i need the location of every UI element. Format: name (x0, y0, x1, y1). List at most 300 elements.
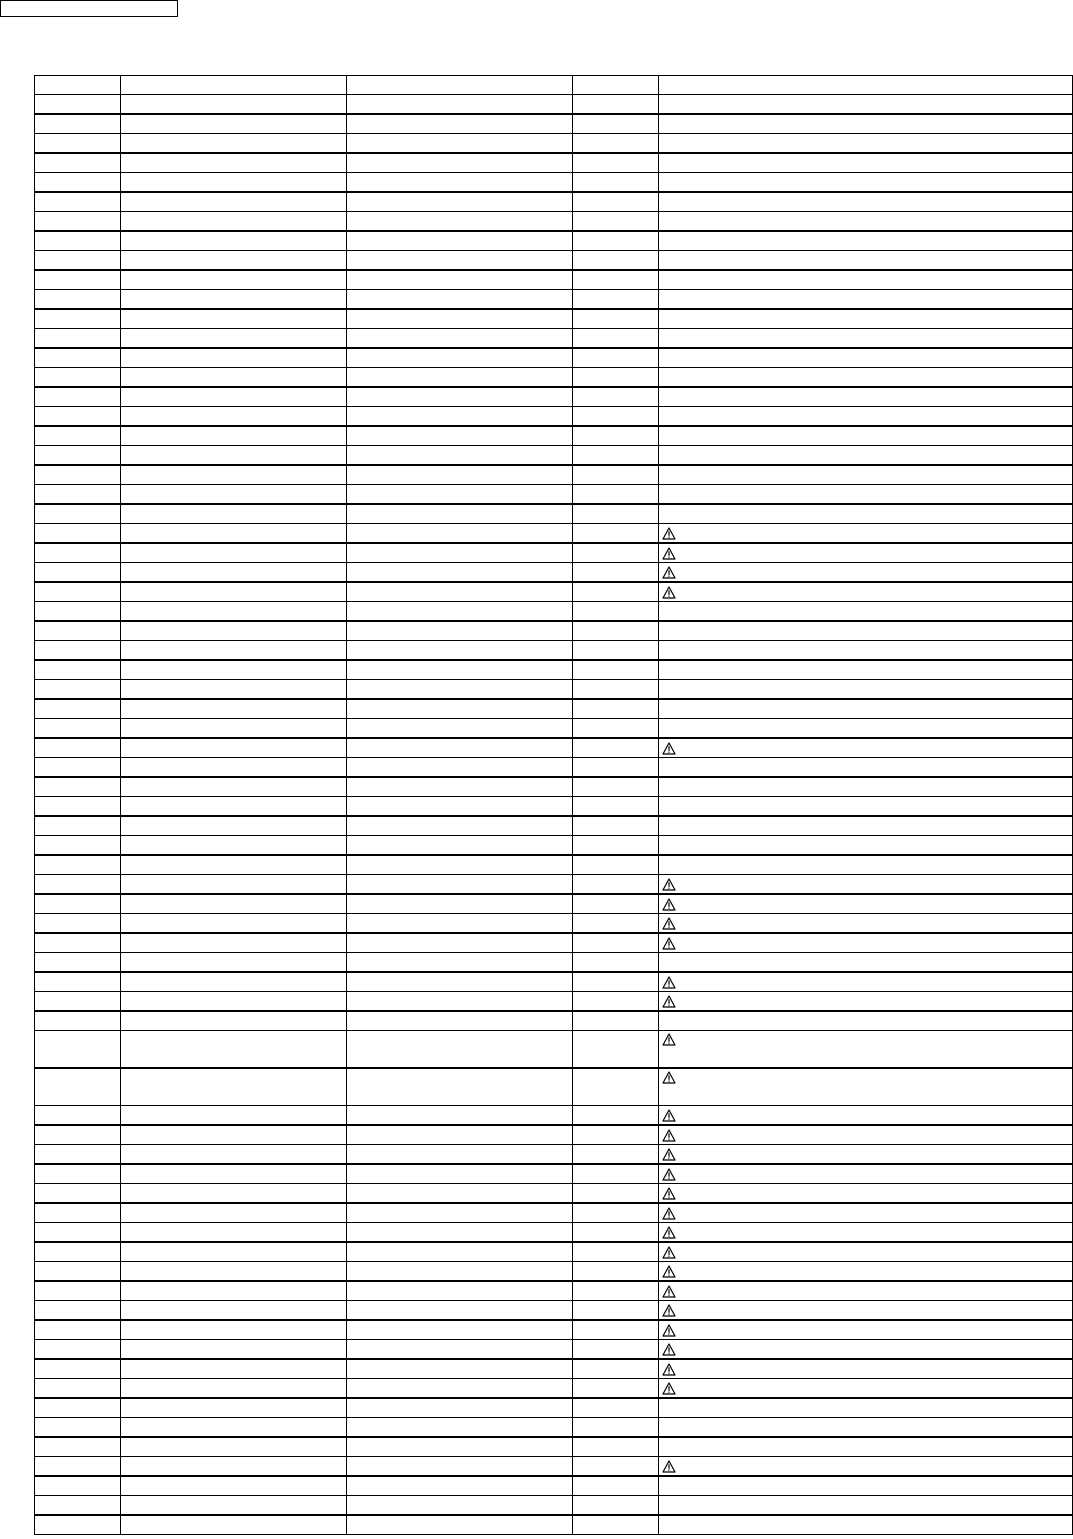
table-cell (347, 1262, 573, 1282)
table-cell (35, 1223, 121, 1243)
table-cell (121, 875, 347, 895)
table-cell (121, 621, 347, 641)
table-cell (35, 641, 121, 661)
table-cell (121, 1457, 347, 1477)
table-cell (121, 582, 347, 602)
table-cell (573, 114, 659, 134)
table-cell (347, 485, 573, 505)
table-cell (659, 992, 1073, 1012)
table-row (35, 368, 1073, 388)
table-cell (347, 387, 573, 407)
table-cell (347, 1068, 573, 1106)
table-cell (659, 1457, 1073, 1477)
table-cell (573, 972, 659, 992)
table-cell (35, 1011, 121, 1031)
table-cell (35, 173, 121, 193)
warning-triangle-icon (662, 566, 676, 579)
table-cell (659, 387, 1073, 407)
table-row (35, 76, 1073, 95)
table-cell (347, 329, 573, 349)
table-cell (659, 426, 1073, 446)
table-cell (121, 1418, 347, 1438)
table-cell (659, 290, 1073, 310)
table-cell (659, 875, 1073, 895)
table-cell (573, 1011, 659, 1031)
table-cell (121, 563, 347, 583)
warning-triangle-icon (662, 1363, 676, 1376)
table-row (35, 1184, 1073, 1204)
warning-triangle-icon (662, 1343, 676, 1356)
table-cell (573, 426, 659, 446)
table-cell (347, 1184, 573, 1204)
table-cell (347, 524, 573, 544)
table-cell (659, 407, 1073, 427)
table-row (35, 680, 1073, 700)
table-cell (347, 1359, 573, 1379)
table-cell (121, 1379, 347, 1399)
warning-triangle-icon (662, 1207, 676, 1220)
warning-triangle-icon (662, 1460, 676, 1473)
table-cell (573, 231, 659, 251)
table-row (35, 641, 1073, 661)
table-cell (35, 485, 121, 505)
table-cell (659, 582, 1073, 602)
table-cell (35, 836, 121, 856)
table-cell (35, 426, 121, 446)
table-cell (347, 1457, 573, 1477)
parts-list-table (34, 75, 1073, 1535)
table-cell (659, 777, 1073, 797)
table-row (35, 1125, 1073, 1145)
table-cell (121, 738, 347, 758)
table-cell (659, 933, 1073, 953)
table-cell (121, 173, 347, 193)
table-row (35, 1011, 1073, 1031)
table-cell (35, 1125, 121, 1145)
table-cell (659, 1184, 1073, 1204)
table-cell (573, 1223, 659, 1243)
table-cell (35, 972, 121, 992)
table-cell (659, 270, 1073, 290)
table-cell (347, 621, 573, 641)
warning-triangle-icon (662, 1382, 676, 1395)
table-row (35, 1457, 1073, 1477)
table-cell (659, 504, 1073, 524)
table-cell (573, 1184, 659, 1204)
table-cell (347, 914, 573, 934)
table-cell (659, 231, 1073, 251)
table-cell (573, 309, 659, 329)
table-cell (659, 192, 1073, 212)
table-row (35, 699, 1073, 719)
table-cell (659, 1379, 1073, 1399)
table-row (35, 582, 1073, 602)
table-cell (121, 1496, 347, 1516)
table-cell (659, 1398, 1073, 1418)
table-cell (573, 875, 659, 895)
table-cell (35, 699, 121, 719)
table-cell (659, 972, 1073, 992)
table-cell (347, 426, 573, 446)
table-cell (659, 95, 1073, 115)
table-cell (659, 621, 1073, 641)
table-cell (121, 231, 347, 251)
table-row (35, 992, 1073, 1012)
table-row (35, 524, 1073, 544)
table-cell (121, 914, 347, 934)
table-cell (35, 582, 121, 602)
table-cell (35, 1340, 121, 1360)
table-cell (121, 76, 347, 95)
table-row (35, 231, 1073, 251)
warning-triangle-icon (662, 547, 676, 560)
table-row (35, 719, 1073, 739)
table-cell (573, 602, 659, 622)
table-cell (573, 719, 659, 739)
table-cell (347, 231, 573, 251)
table-cell (347, 504, 573, 524)
table-cell (659, 329, 1073, 349)
table-row (35, 914, 1073, 934)
table-cell (347, 446, 573, 466)
table-cell (573, 758, 659, 778)
table-cell (347, 251, 573, 271)
table-cell (347, 192, 573, 212)
warning-triangle-icon (662, 1226, 676, 1239)
table-cell (659, 660, 1073, 680)
table-row (35, 1359, 1073, 1379)
table-row (35, 426, 1073, 446)
table-cell (347, 368, 573, 388)
warning-triangle-icon (662, 1129, 676, 1142)
table-row (35, 1320, 1073, 1340)
table-cell (659, 1106, 1073, 1126)
table-cell (347, 1301, 573, 1321)
table-cell (121, 251, 347, 271)
warning-triangle-icon (662, 586, 676, 599)
table-cell (573, 699, 659, 719)
table-cell (347, 972, 573, 992)
table-row (35, 1145, 1073, 1165)
table-cell (121, 816, 347, 836)
table-cell (347, 1106, 573, 1126)
table-cell (573, 641, 659, 661)
table-cell (35, 446, 121, 466)
table-cell (573, 816, 659, 836)
table-cell (121, 485, 347, 505)
table-cell (35, 758, 121, 778)
table-cell (659, 719, 1073, 739)
table-cell (573, 1262, 659, 1282)
table-cell (121, 894, 347, 914)
table-cell (573, 1301, 659, 1321)
table-cell (347, 348, 573, 368)
table-cell (35, 543, 121, 563)
table-cell (121, 1106, 347, 1126)
table-row (35, 153, 1073, 173)
table-cell (35, 1476, 121, 1496)
table-cell (573, 1281, 659, 1301)
table-cell (121, 1125, 347, 1145)
table-row (35, 1437, 1073, 1457)
document-tag-box (0, 0, 178, 17)
table-cell (573, 1106, 659, 1126)
table-cell (35, 875, 121, 895)
table-cell (121, 972, 347, 992)
table-row (35, 95, 1073, 115)
table-cell (573, 1515, 659, 1535)
table-cell (573, 1125, 659, 1145)
table-cell (347, 543, 573, 563)
table-cell (573, 621, 659, 641)
table-cell (347, 1340, 573, 1360)
table-cell (121, 933, 347, 953)
table-cell (659, 1281, 1073, 1301)
table-cell (35, 816, 121, 836)
table-cell (121, 719, 347, 739)
table-row (35, 192, 1073, 212)
table-cell (573, 95, 659, 115)
table-row (35, 465, 1073, 485)
table-cell (121, 1320, 347, 1340)
table-cell (347, 660, 573, 680)
table-cell (35, 1320, 121, 1340)
table-cell (347, 1379, 573, 1399)
table-cell (347, 992, 573, 1012)
warning-triangle-icon (662, 1265, 676, 1278)
table-cell (659, 251, 1073, 271)
table-cell (659, 153, 1073, 173)
table-cell (347, 290, 573, 310)
table-cell (347, 309, 573, 329)
table-cell (573, 660, 659, 680)
table-cell (573, 914, 659, 934)
table-row (35, 173, 1073, 193)
table-cell (659, 173, 1073, 193)
table-cell (121, 836, 347, 856)
table-row (35, 134, 1073, 154)
table-cell (35, 992, 121, 1012)
table-cell (35, 1359, 121, 1379)
table-cell (35, 1457, 121, 1477)
table-cell (35, 621, 121, 641)
table-row (35, 387, 1073, 407)
table-cell (35, 1301, 121, 1321)
table-cell (573, 1340, 659, 1360)
table-cell (659, 894, 1073, 914)
table-cell (659, 1031, 1073, 1069)
warning-triangle-icon (662, 527, 676, 540)
table-cell (35, 407, 121, 427)
table-cell (347, 758, 573, 778)
table-row (35, 1476, 1073, 1496)
table-cell (659, 368, 1073, 388)
warning-triangle-icon (662, 1246, 676, 1259)
table-cell (347, 1011, 573, 1031)
table-cell (121, 699, 347, 719)
table-cell (35, 660, 121, 680)
warning-triangle-icon (662, 1109, 676, 1122)
table-cell (347, 1320, 573, 1340)
table-cell (573, 504, 659, 524)
table-cell (347, 134, 573, 154)
table-row (35, 251, 1073, 271)
table-cell (35, 134, 121, 154)
table-cell (659, 465, 1073, 485)
table-row (35, 1379, 1073, 1399)
table-cell (573, 894, 659, 914)
table-cell (35, 387, 121, 407)
table-cell (573, 933, 659, 953)
table-cell (573, 836, 659, 856)
table-cell (659, 543, 1073, 563)
table-cell (35, 95, 121, 115)
table-row (35, 1262, 1073, 1282)
table-cell (659, 1011, 1073, 1031)
table-cell (659, 1145, 1073, 1165)
warning-triangle-icon (662, 1304, 676, 1317)
table-cell (35, 329, 121, 349)
table-cell (347, 855, 573, 875)
table-cell (121, 134, 347, 154)
table-cell (573, 953, 659, 973)
table-cell (573, 153, 659, 173)
table-cell (347, 797, 573, 817)
table-row (35, 1203, 1073, 1223)
table-cell (659, 1262, 1073, 1282)
table-cell (659, 1223, 1073, 1243)
table-cell (659, 797, 1073, 817)
table-cell (35, 1031, 121, 1069)
table-cell (347, 270, 573, 290)
table-row (35, 1418, 1073, 1438)
table-cell (347, 1203, 573, 1223)
table-cell (347, 95, 573, 115)
table-cell (347, 76, 573, 95)
table-row (35, 1301, 1073, 1321)
table-row (35, 1223, 1073, 1243)
table-cell (573, 348, 659, 368)
table-cell (573, 563, 659, 583)
table-cell (347, 1496, 573, 1516)
table-row (35, 1515, 1073, 1535)
parts-table-body (35, 76, 1073, 1535)
table-row (35, 621, 1073, 641)
table-cell (35, 680, 121, 700)
table-cell (573, 1418, 659, 1438)
table-row (35, 1164, 1073, 1184)
table-cell (121, 1476, 347, 1496)
warning-triangle-icon (662, 742, 676, 755)
table-cell (659, 738, 1073, 758)
table-cell (35, 933, 121, 953)
table-row (35, 270, 1073, 290)
table-cell (659, 816, 1073, 836)
table-cell (659, 114, 1073, 134)
table-cell (35, 738, 121, 758)
table-cell (347, 699, 573, 719)
table-cell (573, 992, 659, 1012)
table-row (35, 1340, 1073, 1360)
warning-triangle-icon (662, 898, 676, 911)
table-cell (573, 76, 659, 95)
table-cell (121, 1340, 347, 1360)
table-cell (121, 1011, 347, 1031)
table-cell (659, 1515, 1073, 1535)
table-cell (121, 1184, 347, 1204)
table-cell (347, 719, 573, 739)
table-row (35, 114, 1073, 134)
table-cell (347, 953, 573, 973)
table-cell (659, 699, 1073, 719)
table-cell (35, 212, 121, 232)
table-cell (573, 192, 659, 212)
table-cell (121, 387, 347, 407)
table-row (35, 855, 1073, 875)
table-cell (573, 1145, 659, 1165)
table-cell (573, 582, 659, 602)
table-row (35, 309, 1073, 329)
table-cell (573, 543, 659, 563)
table-cell (121, 1398, 347, 1418)
table-cell (35, 1106, 121, 1126)
table-cell (659, 1418, 1073, 1438)
table-cell (121, 1515, 347, 1535)
table-cell (35, 1242, 121, 1262)
table-row (35, 875, 1073, 895)
table-cell (573, 465, 659, 485)
table-cell (573, 1242, 659, 1262)
table-row (35, 1496, 1073, 1516)
table-cell (573, 173, 659, 193)
table-cell (659, 1340, 1073, 1360)
table-cell (35, 1203, 121, 1223)
table-cell (35, 797, 121, 817)
table-cell (347, 1398, 573, 1418)
table-cell (121, 426, 347, 446)
table-cell (659, 76, 1073, 95)
table-cell (347, 114, 573, 134)
table-cell (347, 680, 573, 700)
table-cell (573, 407, 659, 427)
table-cell (573, 1164, 659, 1184)
table-cell (659, 836, 1073, 856)
table-cell (659, 680, 1073, 700)
table-row (35, 738, 1073, 758)
table-cell (659, 1320, 1073, 1340)
table-row (35, 348, 1073, 368)
table-cell (573, 524, 659, 544)
table-cell (347, 1476, 573, 1496)
table-cell (573, 387, 659, 407)
table-cell (121, 504, 347, 524)
warning-triangle-icon (662, 1033, 676, 1046)
table-cell (35, 114, 121, 134)
table-cell (35, 563, 121, 583)
table-row (35, 894, 1073, 914)
table-cell (121, 992, 347, 1012)
table-cell (121, 95, 347, 115)
table-cell (35, 251, 121, 271)
table-cell (347, 407, 573, 427)
table-cell (659, 1203, 1073, 1223)
table-cell (573, 1031, 659, 1069)
warning-triangle-icon (662, 995, 676, 1008)
table-cell (573, 212, 659, 232)
table-cell (573, 1068, 659, 1106)
table-cell (35, 290, 121, 310)
table-cell (35, 855, 121, 875)
